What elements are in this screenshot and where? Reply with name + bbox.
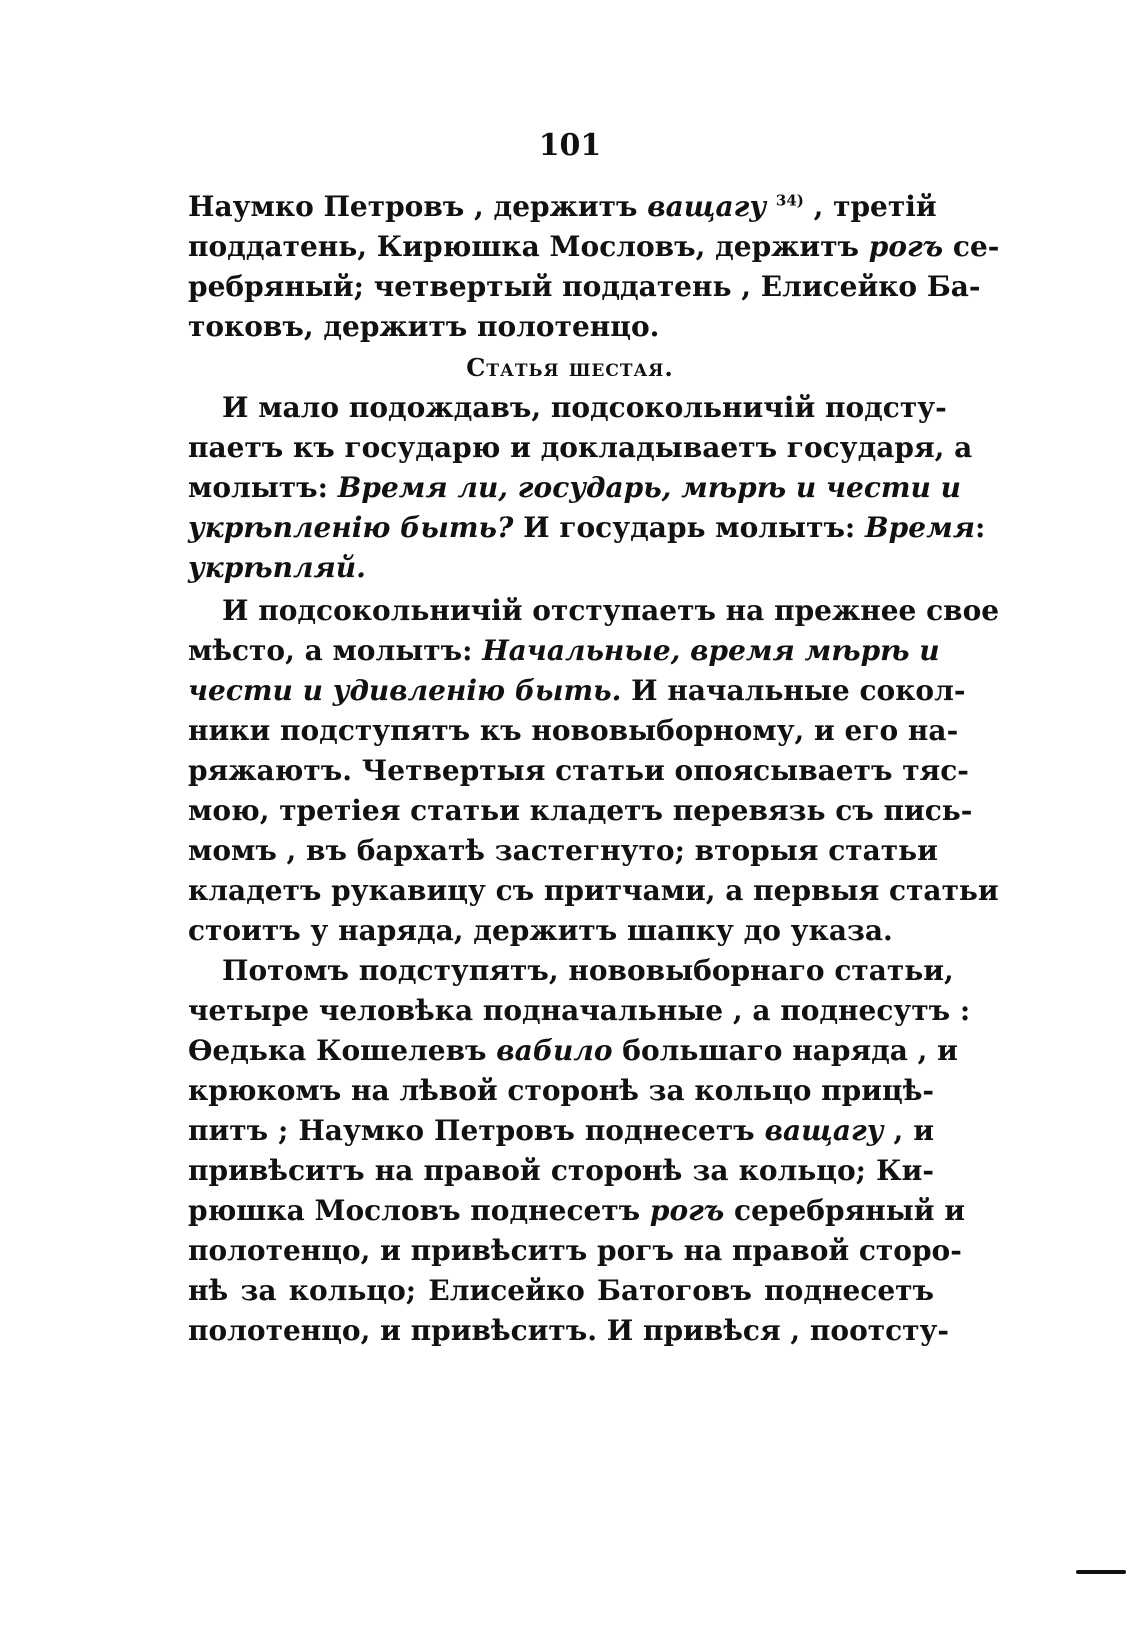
text-run: большаго наряда , и: [612, 1034, 958, 1067]
text-line: [188, 547, 934, 589]
text-run: Статья шестая.: [466, 353, 674, 382]
text-run: полотенцо, и привѣситъ рогъ на правой сторо-: [188, 1234, 962, 1267]
text-run: ребряный; четвертый поддатень , Елисейко Ба-: [188, 270, 981, 303]
text-line: [188, 1230, 962, 1272]
text-run: питъ ; Наумко Петровъ поднесетъ: [188, 1114, 765, 1147]
text-run: ряжаютъ. Четвертыя статьи опоясываетъ тяс-: [188, 754, 969, 787]
text-line: [188, 670, 966, 712]
text-line: [188, 1310, 950, 1352]
italic-text: Время ли, государь, мѣрѣ и чести и: [337, 471, 961, 504]
text-run: четыре человѣка подначальные , а поднесутъ :: [188, 994, 971, 1027]
text-line: [188, 1190, 966, 1232]
text-line: [188, 910, 934, 952]
text-run: ники подступятъ къ нововыборному, и его на-: [188, 714, 959, 747]
text-line: [188, 1150, 934, 1192]
italic-text: вабило: [496, 1034, 613, 1067]
text-line: [188, 507, 986, 549]
text-run: нѣ за кольцо; Елисейко Батоговъ поднесетъ: [188, 1274, 934, 1307]
text-run: , третій: [803, 190, 937, 223]
italic-text: ващагу: [647, 190, 767, 223]
text-line: [188, 870, 999, 912]
text-run: момъ , въ бархатѣ застегнуто; вторыя статьи: [188, 834, 938, 867]
text-run: паетъ къ государю и докладываетъ государя, а: [188, 431, 973, 464]
section-heading: [0, 347, 1140, 389]
italic-text: рогъ: [649, 1194, 725, 1227]
text-run: рюшка Мословъ поднесетъ: [188, 1194, 650, 1227]
text-line: [188, 830, 938, 872]
text-run: Ѳедька Кошелевъ: [188, 1034, 497, 1067]
footnote-marker: 34): [775, 191, 804, 210]
italic-text: ващагу: [764, 1114, 884, 1147]
text-run: , и: [883, 1114, 935, 1147]
text-run: поддатень, Кирюшка Мословъ, держитъ: [188, 230, 869, 263]
text-run: мою, третіея статьи кладетъ перевязь съ пись-: [188, 794, 973, 827]
text-line: [188, 1270, 934, 1312]
text-run: кладетъ рукавицу съ притчами, а первыя статьи: [188, 874, 999, 907]
text-run: полотенцо, и привѣситъ. И привѣся , поотсту-: [188, 1314, 950, 1347]
text-line: [188, 710, 959, 752]
italic-text: Время: [865, 511, 975, 544]
text-run: молытъ:: [188, 471, 338, 504]
text-run: стоитъ у наряда, держитъ шапку до указа.: [188, 914, 893, 947]
italic-text: укрѣпляй.: [188, 551, 366, 584]
text-run: Потомъ подступятъ, нововыборнаго статьи,: [222, 954, 954, 987]
text-run: Наумко Петровъ , держитъ: [188, 190, 648, 223]
text-line: [222, 590, 1000, 632]
text-line: [188, 990, 971, 1032]
text-line: [188, 1070, 934, 1112]
text-line: [188, 1030, 958, 1072]
text-run: И мало подождавъ, подсокольничій подсту-: [222, 391, 947, 424]
page-number: 101: [538, 128, 602, 163]
text-run: И подсокольничій отступаетъ на прежнее свое: [222, 594, 1000, 627]
text-line: [188, 630, 940, 672]
text-line: [222, 387, 947, 429]
text-line: [188, 266, 981, 308]
text-line: [188, 427, 973, 469]
text-run: И государь молытъ:: [513, 511, 866, 544]
italic-text: Начальные, время мѣрѣ и: [482, 634, 940, 667]
text-line: [188, 467, 961, 509]
text-run: мѣсто, а молытъ:: [188, 634, 483, 667]
text-run: :: [974, 511, 986, 544]
text-line: [188, 790, 973, 832]
text-line: [188, 226, 1000, 268]
text-run: токовъ, держитъ полотенцо.: [188, 310, 660, 343]
italic-text: рогъ: [868, 230, 944, 263]
text-run: привѣситъ на правой сторонѣ за кольцо; Ки-: [188, 1154, 934, 1187]
text-line: [188, 750, 969, 792]
italic-text: чести и удивленію быть.: [188, 674, 622, 707]
text-run: [766, 190, 776, 223]
text-line: [188, 1110, 934, 1152]
text-line: [188, 306, 934, 348]
text-run: крюкомъ на лѣвой сторонѣ за кольцо прицѣ-: [188, 1074, 935, 1107]
text-run: се-: [943, 230, 1000, 263]
scan-edge-mark: [1076, 1570, 1126, 1574]
text-run: серебряный и: [724, 1194, 966, 1227]
text-line: [222, 950, 954, 992]
text-run: И начальные сокол-: [621, 674, 966, 707]
text-line: [188, 186, 937, 228]
italic-text: укрѣпленію быть?: [188, 511, 514, 544]
